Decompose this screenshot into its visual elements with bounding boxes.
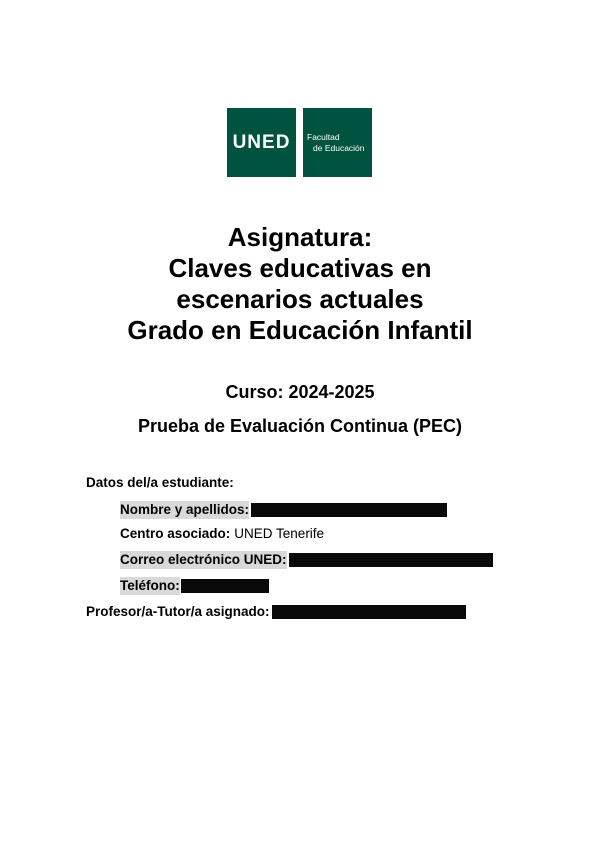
phone-label: Teléfono: xyxy=(120,578,180,593)
email-field xyxy=(120,551,493,569)
logo-faculty-line2: de Educación xyxy=(313,142,365,153)
student-data-header-label: Datos del/a estudiante: xyxy=(86,475,234,490)
logo-main-text: UNED xyxy=(232,131,291,153)
name-field xyxy=(120,501,447,519)
logo-faculty-line1: Facultad xyxy=(307,131,340,142)
title-line: escenarios actuales xyxy=(176,284,424,314)
center-value: UNED Tenerife xyxy=(234,526,325,541)
name-label: Nombre y apellidos: xyxy=(120,502,250,517)
logo-faculty-block xyxy=(303,108,372,177)
title-line: Grado en Educación Infantil xyxy=(127,315,473,345)
student-data-header xyxy=(86,474,234,492)
email-redaction xyxy=(289,553,493,567)
document-title xyxy=(0,222,600,346)
assessment-title: Prueba de Evaluación Continua (PEC) xyxy=(137,416,463,436)
tutor-label: Profesor/a-Tutor/a asignado: xyxy=(86,604,270,619)
name-redaction xyxy=(251,503,447,517)
tutor-field xyxy=(86,603,466,621)
course-year: Curso: 2024-2025 xyxy=(225,382,375,402)
phone-field xyxy=(120,577,269,595)
center-field xyxy=(120,525,324,543)
email-label: Correo electrónico UNED: xyxy=(120,552,287,567)
logo-main-block xyxy=(227,108,296,177)
phone-redaction xyxy=(181,579,269,593)
uned-logo xyxy=(227,108,372,177)
title-line: Claves educativas en xyxy=(168,253,432,283)
title-line: Asignatura: xyxy=(227,222,373,252)
center-label: Centro asociado: xyxy=(120,526,231,541)
tutor-redaction xyxy=(272,605,466,619)
